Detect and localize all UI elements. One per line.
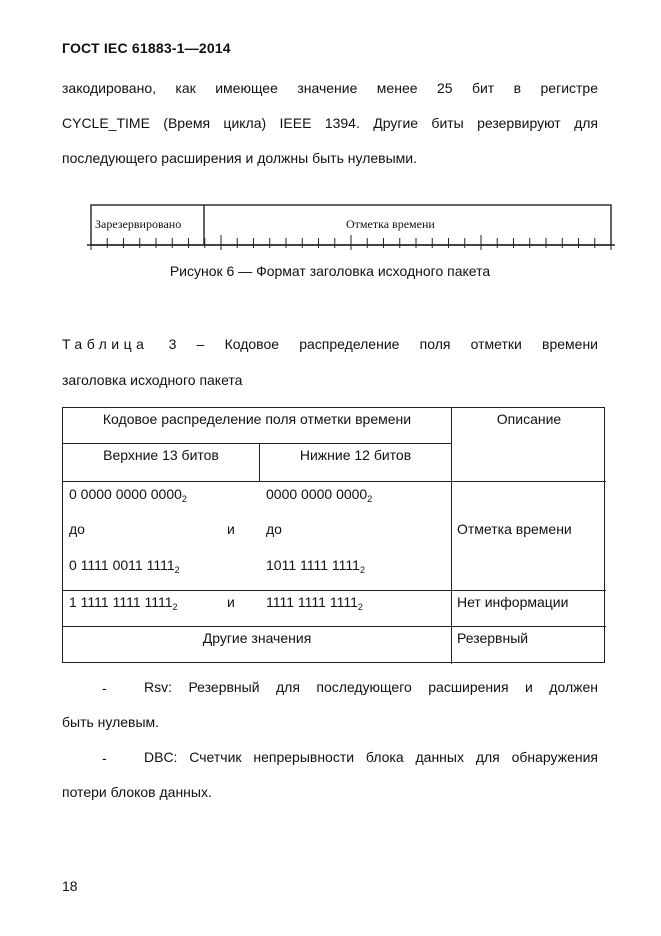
label-reserved: Зарезервировано	[95, 217, 182, 231]
dbc-dash: -	[102, 750, 107, 766]
table-title-word: Таблица	[62, 336, 149, 352]
document-title: ГОСТ IEC 61883-1—2014	[62, 40, 231, 56]
r1-upper-to: 0 1111 0011 $1111_2$	[69, 557, 180, 575]
intro-line-1: закодировано, как имеющее значение менее 25 бит в регистре	[62, 80, 598, 96]
r1-description: Отметка времени	[457, 521, 572, 537]
header-main: Кодовое распределение поля отметки времени	[102, 411, 412, 427]
grid-row-header-end	[63, 481, 606, 482]
table-title-text: – Кодовое распределение поля отметки времени	[196, 336, 599, 352]
rsv-dash: -	[102, 680, 107, 696]
label-timestamp: Отметка времени	[346, 217, 435, 231]
header-lower-bits: Нижние 12 битов	[299, 447, 412, 463]
header-description: Описание	[496, 411, 562, 427]
table-title-number: 3	[168, 336, 177, 352]
packet-header-diagram	[85, 202, 615, 252]
intro-line-3: последующего расширения и должны быть нулевыми.	[62, 150, 417, 166]
table-title-line-2: заголовка исходного пакета	[62, 372, 243, 388]
r1-lower-from: 0000 0000 $0000_2$	[266, 486, 373, 504]
r1-and: и	[227, 521, 235, 537]
table-title	[62, 336, 598, 352]
grid-row-1-end	[63, 590, 606, 591]
bit-ticks	[91, 235, 611, 250]
r1-upper-from: 0 0000 0000 $0000_2$	[69, 486, 187, 504]
dbc-line-2: потери блоков данных.	[62, 784, 212, 800]
intro-line-2: CYCLE_TIME (Время цикла) IEEE 1394. Другие биты резервируют для	[62, 115, 598, 131]
rsv-line-1: Rsv: Резервный для последующего расширения и должен	[144, 679, 598, 695]
r2-upper: 1 1111 1111 $1111_2$	[69, 594, 178, 612]
r1-to-lower: до	[266, 521, 282, 537]
r1-to-upper: до	[69, 521, 85, 537]
r3-description: Резервный	[457, 630, 529, 646]
r2-lower: 1111 1111 $1111_2$	[266, 594, 363, 612]
r2-and: и	[227, 594, 235, 610]
grid-row-subheader	[63, 443, 451, 444]
figure-caption: Рисунок 6 — Формат заголовка исходного пакета	[169, 263, 491, 279]
rsv-line-2: быть нулевым.	[62, 714, 160, 730]
r2-description: Нет информации	[457, 594, 569, 610]
grid-row-2-end	[63, 626, 606, 627]
r3-main: Другие значения	[202, 630, 312, 646]
header-upper-bits: Верхние 13 битов	[103, 447, 219, 463]
table-3	[62, 407, 605, 663]
r1-lower-to: 1011 1111 $1111_2$	[266, 557, 365, 575]
page-number: 18	[62, 878, 78, 894]
dbc-line-1: DBC: Счетчик непрерывности блока данных для обнаружения	[144, 749, 598, 765]
